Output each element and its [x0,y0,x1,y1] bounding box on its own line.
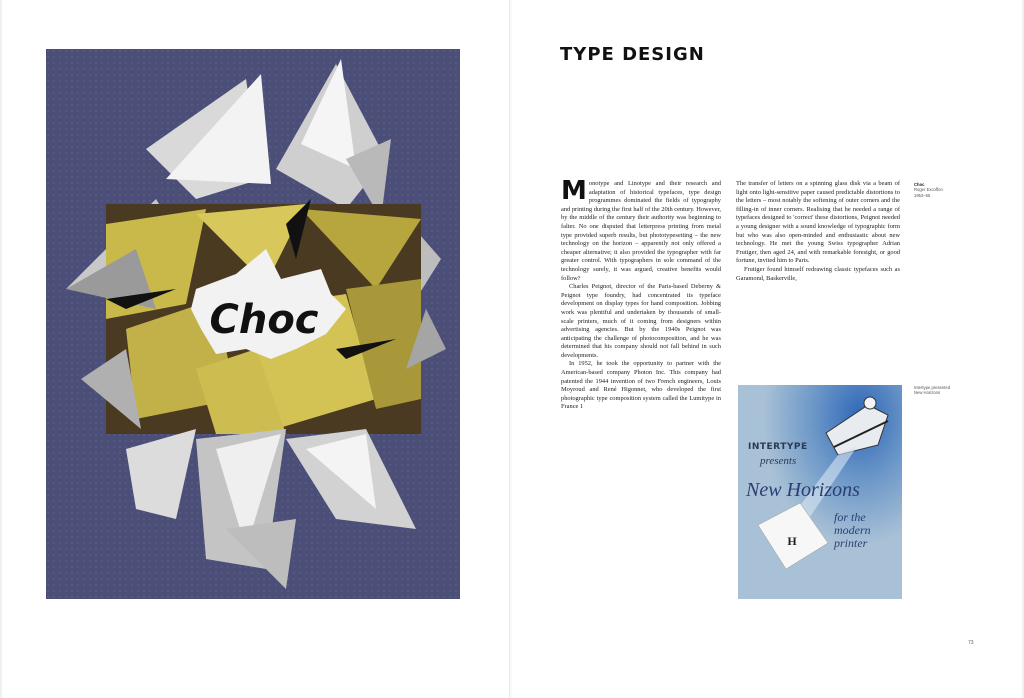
caption-label: Choc [914,182,925,187]
paragraph: Charles Peignot, director of the Paris-based Deberny & Peignot type foundry, had concentrated its typeface development on display types for hand composition. Jobbing work was plentiful and undertaken by thousands of small-scale printers, much of it coming from designers within advertising agencies. But by the 1940s Peignot was anticipating the challenge of photocomposition, and he was determined that his company should not fall behind in such developments. [561,283,721,359]
caption-new-horizons [914,385,976,396]
body-column-2 [736,180,900,376]
ad-subtitle: for the modern printer [834,510,871,550]
ad-presents: presents [760,455,797,467]
caption-choc [914,182,976,198]
paragraph-text: onotype and Linotype and their research and adaptation of historical typefaces, type design programmes dominated the fields of typography and printing during the first half of the 20th century. However, by the middle of the century their authority was beginning to falter. No one disputed that letterpress printing from metal type provided superb results, but phototypesetting – the new technology on the horizon – apparently not only offered a cheaper alternative; it also provided the typographer with far greater control. With typographers in sole command of the technology surely, it was argued, creative benefits would follow? [561,180,721,282]
page-edge [0,0,2,698]
choc-poster-image [46,49,460,599]
paragraph [561,176,721,283]
caption-line: 1953–55 [914,192,931,198]
ad-brand: INTERTYPE [748,442,808,452]
right-page [512,0,1024,698]
poster-artwork [46,49,460,599]
paragraph: In 1952, he took the opportunity to partner with the American-based company Photon Inc. This company had patented the 1944 invention of two French engineers, Louis Moyroud and René Higonnet, who developed the first photographic type composition system called the Lumitype in France 1 [561,360,721,411]
caption-line: Roger Excoffon [914,187,943,193]
poster-logo-text: Choc [209,297,319,343]
ad-key-letter: H [787,534,797,548]
ad-title: New Horizons [746,479,860,501]
caption-line: Intertype presented [914,385,951,390]
page-number: 73 [968,640,974,646]
intertype-ad-image [738,385,902,599]
drop-cap: M [561,176,587,206]
paragraph: The transfer of letters on a spinning glass disk via a beam of light onto light-sensitive paper caused predictable distortions to the letters – most notably the softening of outer corners and the filling-in of inner corners. Realising that he needed a range of typefaces designed to 'correct' these distortions, Peignot needed a young designer with a sound knowledge of typographic form but who was also open-minded and enthusiastic about new technology. He met the young Swiss typographer Adrian Frutiger, then aged 24, and with remarkable foresight, or good fortune, invited him to Paris. [736,180,900,265]
body-column-1 [561,176,721,600]
paragraph: Frutiger found himself redrawing classic typefaces such as Garamond, Baskerville, [736,265,900,282]
left-page [0,0,510,698]
caption-line: New Horizons [914,390,941,396]
page-heading: TYPE DESIGN [560,44,705,65]
